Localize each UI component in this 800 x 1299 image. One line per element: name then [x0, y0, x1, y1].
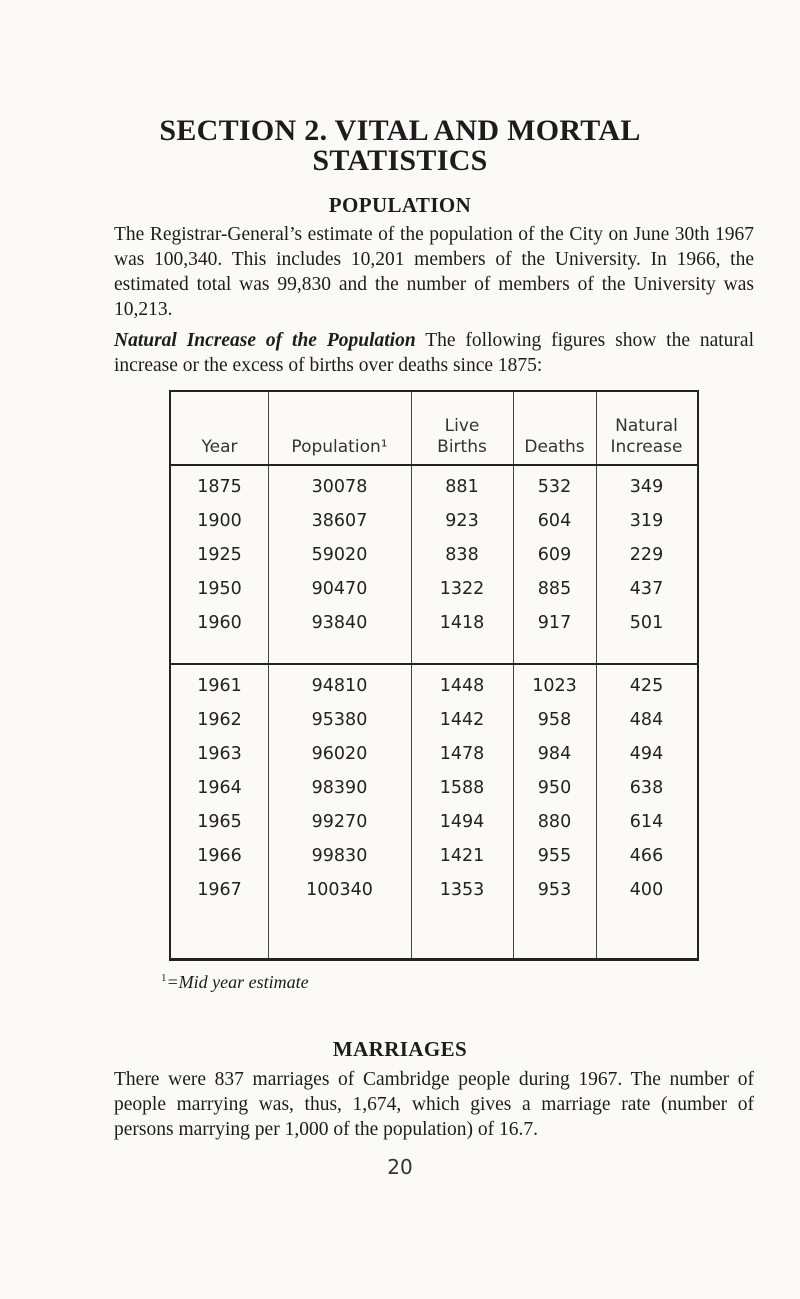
cell-deaths: 1023: [532, 676, 577, 696]
cell-natural-increase: 437: [629, 579, 664, 599]
section-title: SECTION 2. VITAL AND MORTAL: [159, 114, 641, 147]
table-row: [171, 538, 697, 572]
footnote-text: =Mid year estimate: [166, 972, 309, 992]
table-row: [171, 703, 697, 737]
cell-population: 93840: [311, 613, 368, 633]
cell-population: 38607: [311, 511, 368, 531]
cell-natural-increase: 494: [629, 744, 664, 764]
cell-natural-increase: 425: [629, 676, 664, 696]
cell-natural-increase: 229: [629, 545, 664, 565]
cell-population: 99270: [311, 812, 368, 832]
table-row: [171, 669, 697, 703]
cell-deaths: 604: [537, 511, 572, 531]
cell-natural-increase: 501: [629, 613, 664, 633]
population-heading: POPULATION: [328, 193, 472, 217]
cell-population: 99830: [311, 846, 368, 866]
natural-increase-heading: Natural Increase of the Population: [114, 330, 416, 351]
natural-increase-text: The following figures show the natural increase or the excess of births over deaths since 1875:: [114, 330, 754, 376]
cell-year: 1964: [197, 778, 242, 798]
cell-year: 1875: [197, 477, 242, 497]
header-deaths: Deaths: [524, 437, 585, 457]
cell-deaths: 532: [537, 477, 572, 497]
cell-population: 100340: [306, 880, 373, 900]
cell-year: 1965: [197, 812, 242, 832]
cell-deaths: 958: [537, 710, 572, 730]
cell-deaths: 609: [537, 545, 572, 565]
cell-live-births: 1448: [439, 676, 485, 696]
header-population: Population¹: [291, 437, 388, 457]
cell-deaths: 880: [537, 812, 572, 832]
cell-year: 1967: [197, 880, 242, 900]
cell-population: 94810: [311, 676, 368, 696]
cell-year: 1963: [197, 744, 242, 764]
cell-live-births: 1588: [439, 778, 485, 798]
cell-population: 90470: [311, 579, 368, 599]
group-rule: [171, 663, 697, 665]
natural-increase-table: [169, 390, 699, 961]
cell-live-births: 1418: [439, 613, 485, 633]
marriages-paragraph: There were 837 marriages of Cambridge people during 1967. The number of people marrying was, thus, 1,674, which gives a marriage rate (number of persons marrying per 1,000 of the population) of 16.7.: [114, 1069, 754, 1140]
cell-population: 96020: [311, 744, 368, 764]
cell-year: 1950: [197, 579, 242, 599]
header-live-births: Live Births: [437, 416, 487, 457]
cell-live-births: 1478: [439, 744, 485, 764]
table-row: [171, 771, 697, 805]
table-row: [171, 572, 697, 606]
cell-live-births: 923: [445, 511, 479, 531]
cell-live-births: 1421: [439, 846, 485, 866]
table-row: [171, 606, 697, 640]
cell-live-births: 1353: [439, 880, 485, 900]
cell-deaths: 953: [537, 880, 572, 900]
marriages-heading: MARRIAGES: [332, 1037, 468, 1061]
cell-year: 1966: [197, 846, 242, 866]
cell-year: 1960: [197, 613, 242, 633]
cell-natural-increase: 484: [629, 710, 664, 730]
cell-natural-increase: 638: [629, 778, 664, 798]
cell-live-births: 838: [445, 545, 479, 565]
table-row: [171, 805, 697, 839]
header-rule: [171, 464, 697, 466]
cell-live-births: 1322: [439, 579, 485, 599]
cell-deaths: 984: [537, 744, 572, 764]
cell-deaths: 955: [537, 846, 572, 866]
cell-deaths: 917: [537, 613, 572, 633]
cell-natural-increase: 466: [629, 846, 664, 866]
table-row: [171, 504, 697, 538]
cell-natural-increase: 349: [629, 477, 664, 497]
header-natural-increase: Natural Increase: [610, 416, 683, 457]
cell-population: 95380: [311, 710, 368, 730]
table-row: [171, 839, 697, 873]
table-row: [171, 470, 697, 504]
cell-natural-increase: 614: [629, 812, 664, 832]
cell-year: 1962: [197, 710, 242, 730]
cell-population: 30078: [311, 477, 368, 497]
natural-increase-paragraph: [114, 328, 754, 378]
cell-deaths: 950: [537, 778, 572, 798]
footnote: [161, 972, 309, 993]
cell-live-births: 1442: [439, 710, 485, 730]
population-paragraph: The Registrar-General’s estimate of the population of the City on June 30th 1967 was 100,340. This includes 10,201 members of the University. In 1966, the estimated total was 99,830 and the number of members of the University was 10,213.: [114, 224, 754, 320]
cell-year: 1925: [197, 545, 242, 565]
cell-live-births: 881: [445, 477, 479, 497]
cell-population: 59020: [311, 545, 368, 565]
cell-year: 1961: [197, 676, 242, 696]
cell-natural-increase: 319: [629, 511, 664, 531]
page-number: 20: [387, 1155, 413, 1179]
cell-deaths: 885: [537, 579, 572, 599]
cell-live-births: 1494: [439, 812, 485, 832]
table-row: [171, 737, 697, 771]
table-row: [171, 873, 697, 907]
footnote-marker: 1: [161, 972, 167, 984]
section-title-continued: STATISTICS: [312, 144, 488, 177]
cell-natural-increase: 400: [629, 880, 664, 900]
cell-population: 98390: [311, 778, 368, 798]
cell-year: 1900: [197, 511, 242, 531]
header-year: Year: [201, 437, 238, 457]
